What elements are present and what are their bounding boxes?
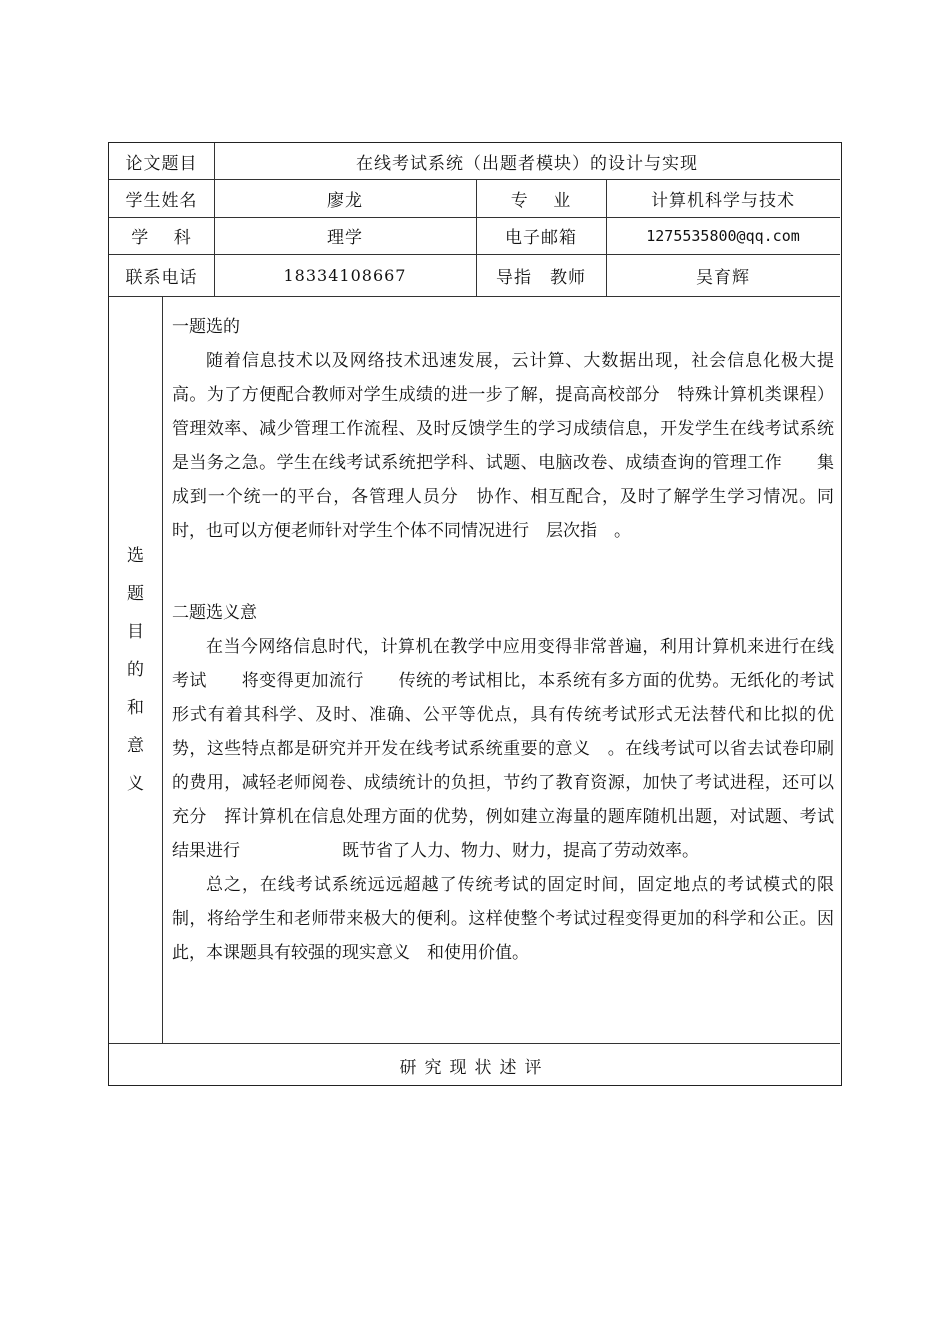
- email-value: 1275535800@qq.com: [646, 226, 800, 245]
- side-char: 选: [127, 545, 144, 566]
- phone-label: 联系电话: [125, 267, 198, 288]
- side-char: 意: [127, 735, 144, 756]
- row-divider: [109, 296, 840, 297]
- side-char: 义: [127, 773, 144, 794]
- side-char: 题: [127, 583, 144, 604]
- phone-value: 18334108667: [283, 265, 407, 285]
- advisor-value: 吴育辉: [696, 267, 750, 288]
- side-char: 目: [127, 621, 144, 642]
- section-side-label: [109, 296, 162, 1043]
- thesis-proposal-table: [108, 142, 842, 1086]
- email-label: 电子邮箱: [505, 228, 577, 248]
- paragraph-1: 随着信息技术以及网络技术迅速发展，云计算、大数据出现，社会信息化极大提高。为了方便配合教师对学生成绩的进一步了解，提高高校部分 特殊计算机类课程）管理效率、减少管理工作流程、及时反馈学生的学习成绩信息，开发学生在线考试系统是当务之急。学生在线考试系统把学科、试题、电脑改卷、成绩查询的管理工作 集成到一个统一的平台，各管理人员分 协作、相互配合，及时了解学生学习情况。同时，也可以方便老师针对学生个体不同情况进行 层次指 。: [172, 351, 834, 541]
- student-name-label: 学生姓名: [125, 190, 198, 211]
- section-heading-1: 一题选的: [172, 317, 240, 337]
- discipline-label: 学 科: [131, 228, 192, 248]
- thesis-title-label: 论文题目: [125, 153, 198, 174]
- section-heading-2: 二题选义意: [172, 603, 257, 623]
- research-status-heading: 研究现状述评: [399, 1057, 550, 1078]
- section-body: [172, 310, 834, 970]
- paragraph-2: 在当今网络信息时代，计算机在教学中应用变得非常普遍，利用计算机来进行在线考试 将变得更加流行 传统的考试相比，本系统有多方面的优势。无纸化的考试形式有着其科学、及时、准确、公平等优点，具有传统考试形式无法替代和比拟的优势，这些特点都是研究并开发在线考试系统重要的意义 。在线考试可以省去试卷印刷的费用，减轻老师阅卷、成绩统计的负担，节约了教育资源，加快了考试进程，还可以充分 挥计算机在信息处理方面的优势，例如建立海量的题库随机出题，对试题、考试结果进行 既节省了人力、物力、财力，提高了劳动效率。: [172, 637, 834, 861]
- advisor-label: 导指 教师: [496, 267, 586, 288]
- side-char: 和: [127, 697, 144, 718]
- thesis-title-value: 在线考试系统（出题者模块）的设计与实现: [356, 153, 698, 174]
- paragraph-3: 总之，在线考试系统远远超越了传统考试的固定时间，固定地点的考试模式的限制，将给学生和老师带来极大的便利。这样使整个考试过程变得更加的科学和公正。因此，本课题具有较强的现实意义 和使用价值。: [172, 875, 834, 963]
- major-value: 计算机科学与技术: [651, 190, 795, 211]
- major-label: 专 业: [510, 190, 572, 211]
- side-char: 的: [127, 659, 144, 680]
- spacer: [172, 548, 834, 596]
- discipline-value: 理学: [327, 228, 363, 248]
- row-divider: [109, 1043, 840, 1044]
- student-name-value: 廖龙: [327, 190, 363, 211]
- col-divider: [162, 296, 163, 1043]
